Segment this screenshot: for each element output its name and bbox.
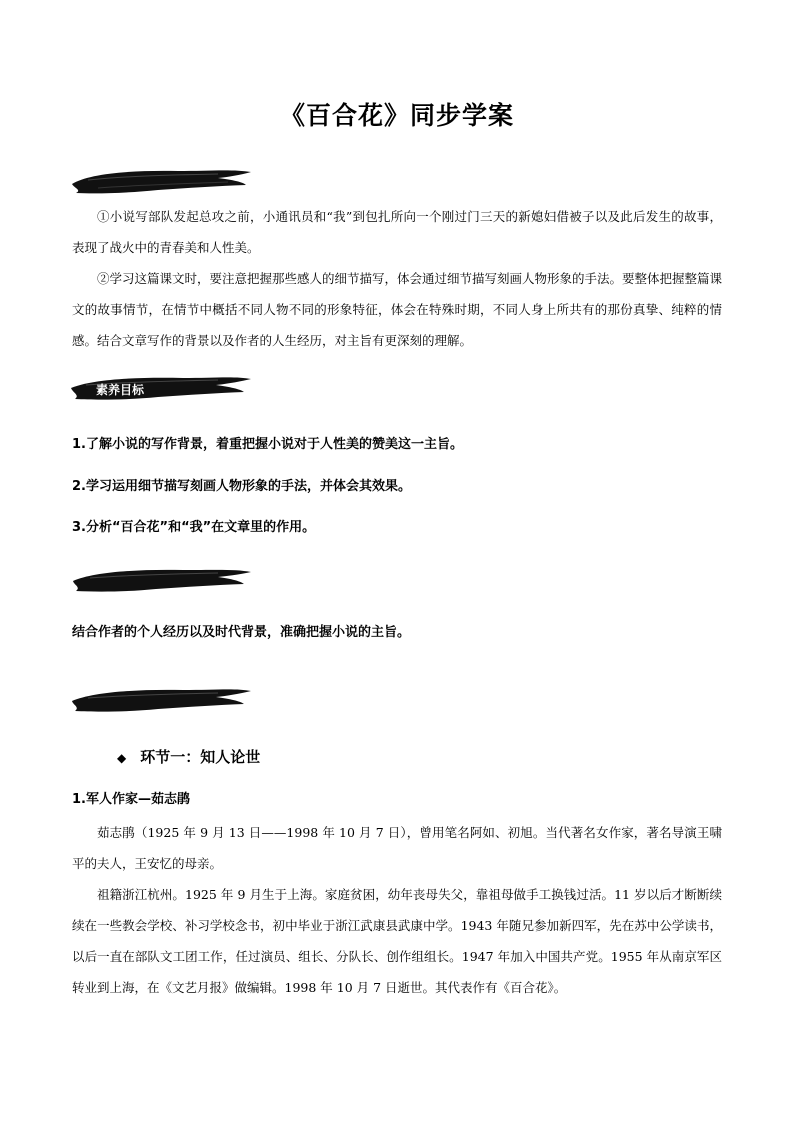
page-title: 《百合花》同步学案 (279, 101, 514, 130)
subsection-heading-text: 环节一：知人论世 (140, 748, 261, 766)
section-header-label: 素养目标 (96, 383, 145, 397)
paragraph: 茹志鹃（1925 年 9 月 13 日——1998 年 10 月 7 日），曾用笔名阿如、初旭。当代著名女作家，著名导演王啸平的夫人，王安忆的母亲。 (72, 825, 722, 871)
key-point-item: 结合作者的个人经历以及时代背景，准确把握小说的主旨。 (72, 625, 411, 640)
objective-item: 2.学习运用细节描写刻画人物形象的手法，并体会其效果。 (72, 479, 411, 494)
paragraph: ①小说写部队发起总攻之前，小通讯员和“我”到包扎所向一个刚过门三天的新媳妇借被子以及此后发生的故事，表现了战火中的青春美和人性美。 (72, 209, 722, 255)
brush-stroke-icon (68, 166, 253, 196)
paragraph: 祖籍浙江杭州。1925 年 9 月生于上海。家庭贫困，幼年丧母失父，靠祖母做手工换钱过活。11 岁以后才断断续续在一些教会学校、补习学校念书，初中毕业于浙江武康县武康中学。1943 年随兄参加新四军，先在苏中公学读书，以后一直在部队文工团工作，任过演员、组长、分队长、创作组组长。1947 年加入中国共产党。1955 年从南京军区转业到上海，在《文艺月报》做编辑。1998 年 10 月 7 日逝世。其代表作有《百合花》。 (72, 887, 722, 995)
objective-item: 3.分析“百合花”和“我”在文章里的作用。 (72, 520, 316, 535)
subsection-heading (117, 746, 260, 767)
brush-stroke-icon (68, 684, 253, 714)
diamond-icon: ◆ (117, 751, 127, 765)
objective-item: 1.了解小说的写作背景，着重把握小说对于人性美的赞美这一主旨。 (72, 437, 463, 452)
brush-stroke-icon (68, 564, 253, 594)
paragraph: ②学习这篇课文时，要注意把握那些感人的细节描写，体会通过细节描写刻画人物形象的手法。要整体把握整篇课文的故事情节，在情节中概括不同人物不同的形象特征，体会在特殊时期，不同人身上所共有的那份真挚、纯粹的情感。结合文章写作的背景以及作者的人生经历，对主旨有更深刻的理解。 (72, 271, 723, 348)
point-title: 1.军人作家—茹志鹃 (72, 792, 190, 807)
